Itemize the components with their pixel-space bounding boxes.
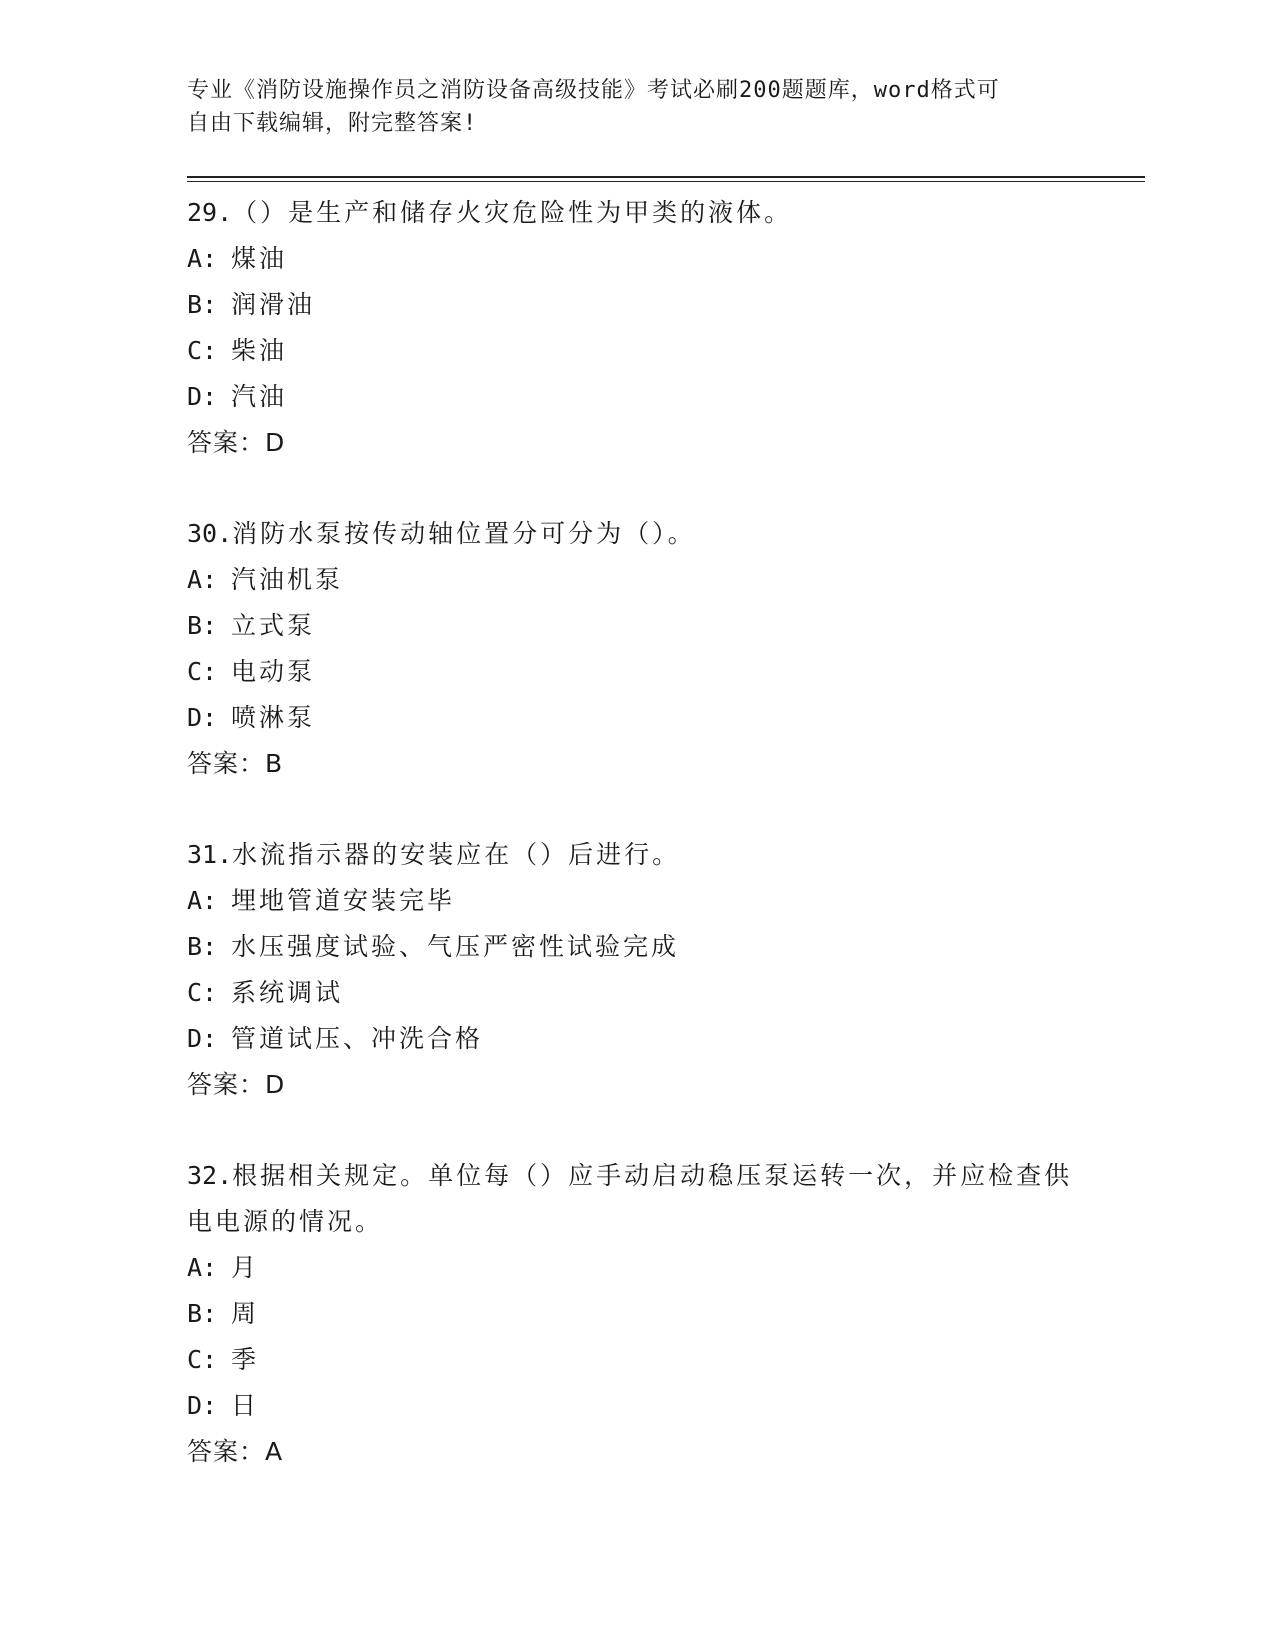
- option-text: 汽油: [231, 382, 288, 411]
- question-31: [187, 832, 1087, 1108]
- question-30: [187, 511, 1087, 787]
- option-c: [187, 970, 1087, 1016]
- option-text: 月: [231, 1253, 260, 1282]
- option-text: 埋地管道安装完毕: [231, 886, 456, 915]
- option-text: 管道试压、冲洗合格: [231, 1024, 484, 1053]
- option-text: 系统调试: [231, 978, 344, 1007]
- option-label: B:: [187, 1299, 218, 1328]
- option-text: 季: [231, 1345, 260, 1374]
- document-header: [187, 74, 1087, 140]
- option-d: [187, 695, 1087, 741]
- answer-line: 答案：D: [187, 1070, 286, 1099]
- option-text: 煤油: [231, 244, 288, 273]
- option-label: D:: [187, 703, 218, 732]
- option-text: 周: [231, 1299, 260, 1328]
- option-a: [187, 878, 1087, 924]
- option-text: 润滑油: [231, 290, 316, 319]
- option-b: [187, 603, 1087, 649]
- option-label: C:: [187, 978, 218, 1007]
- question-stem: [187, 190, 1087, 236]
- option-d: [187, 1383, 1087, 1429]
- option-label: C:: [187, 1345, 218, 1374]
- question-32: [187, 1153, 1087, 1475]
- question-stem: [187, 511, 1087, 557]
- option-label: A:: [187, 886, 218, 915]
- question-text: 水流指示器的安装应在（）后进行。: [232, 840, 681, 869]
- question-number: 31.: [187, 840, 233, 869]
- option-a: [187, 1245, 1087, 1291]
- option-c: [187, 328, 1087, 374]
- option-label: B:: [187, 611, 218, 640]
- option-text: 日: [231, 1391, 260, 1420]
- header-divider: [187, 176, 1145, 182]
- option-label: D:: [187, 382, 218, 411]
- option-text: 柴油: [231, 336, 288, 365]
- question-text: （）是生产和储存火灾危险性为甲类的液体。: [232, 198, 793, 227]
- option-label: A:: [187, 244, 218, 273]
- option-label: B:: [187, 932, 218, 961]
- option-label: A:: [187, 565, 218, 594]
- answer-line: 答案：A: [187, 1437, 284, 1466]
- option-d: [187, 374, 1087, 420]
- option-a: [187, 236, 1087, 282]
- option-text: 立式泵: [231, 611, 316, 640]
- option-label: C:: [187, 657, 218, 686]
- option-label: D:: [187, 1391, 218, 1420]
- question-number: 32.: [187, 1161, 233, 1190]
- option-c: [187, 649, 1087, 695]
- question-list: [187, 190, 1087, 1475]
- option-label: B:: [187, 290, 218, 319]
- option-text: 喷淋泵: [231, 703, 316, 732]
- option-label: D:: [187, 1024, 218, 1053]
- question-29: [187, 190, 1087, 466]
- option-text: 电动泵: [231, 657, 316, 686]
- question-text: 消防水泵按传动轴位置分可分为（）。: [232, 519, 696, 548]
- option-text: 水压强度试验、气压严密性试验完成: [231, 932, 680, 961]
- option-b: [187, 282, 1087, 328]
- option-a: [187, 557, 1087, 603]
- option-b: [187, 924, 1087, 970]
- option-label: C:: [187, 336, 218, 365]
- header-line-2: 自由下载编辑，附完整答案!: [187, 111, 478, 136]
- question-stem: [187, 1153, 1087, 1245]
- question-number: 29.: [187, 198, 233, 227]
- option-b: [187, 1291, 1087, 1337]
- option-label: A:: [187, 1253, 218, 1282]
- answer-line: 答案：D: [187, 428, 286, 457]
- header-line-1: 专业《消防设施操作员之消防设备高级技能》考试必刷200题题库，word格式可: [187, 78, 1000, 103]
- question-number: 30.: [187, 519, 233, 548]
- option-text: 汽油机泵: [231, 565, 344, 594]
- question-stem: [187, 832, 1087, 878]
- option-c: [187, 1337, 1087, 1383]
- answer-line: 答案：B: [187, 749, 284, 778]
- question-text: 根据相关规定。单位每（）应手动启动稳压泵运转一次，并应检查供电电源的情况。: [187, 1161, 1073, 1236]
- option-d: [187, 1016, 1087, 1062]
